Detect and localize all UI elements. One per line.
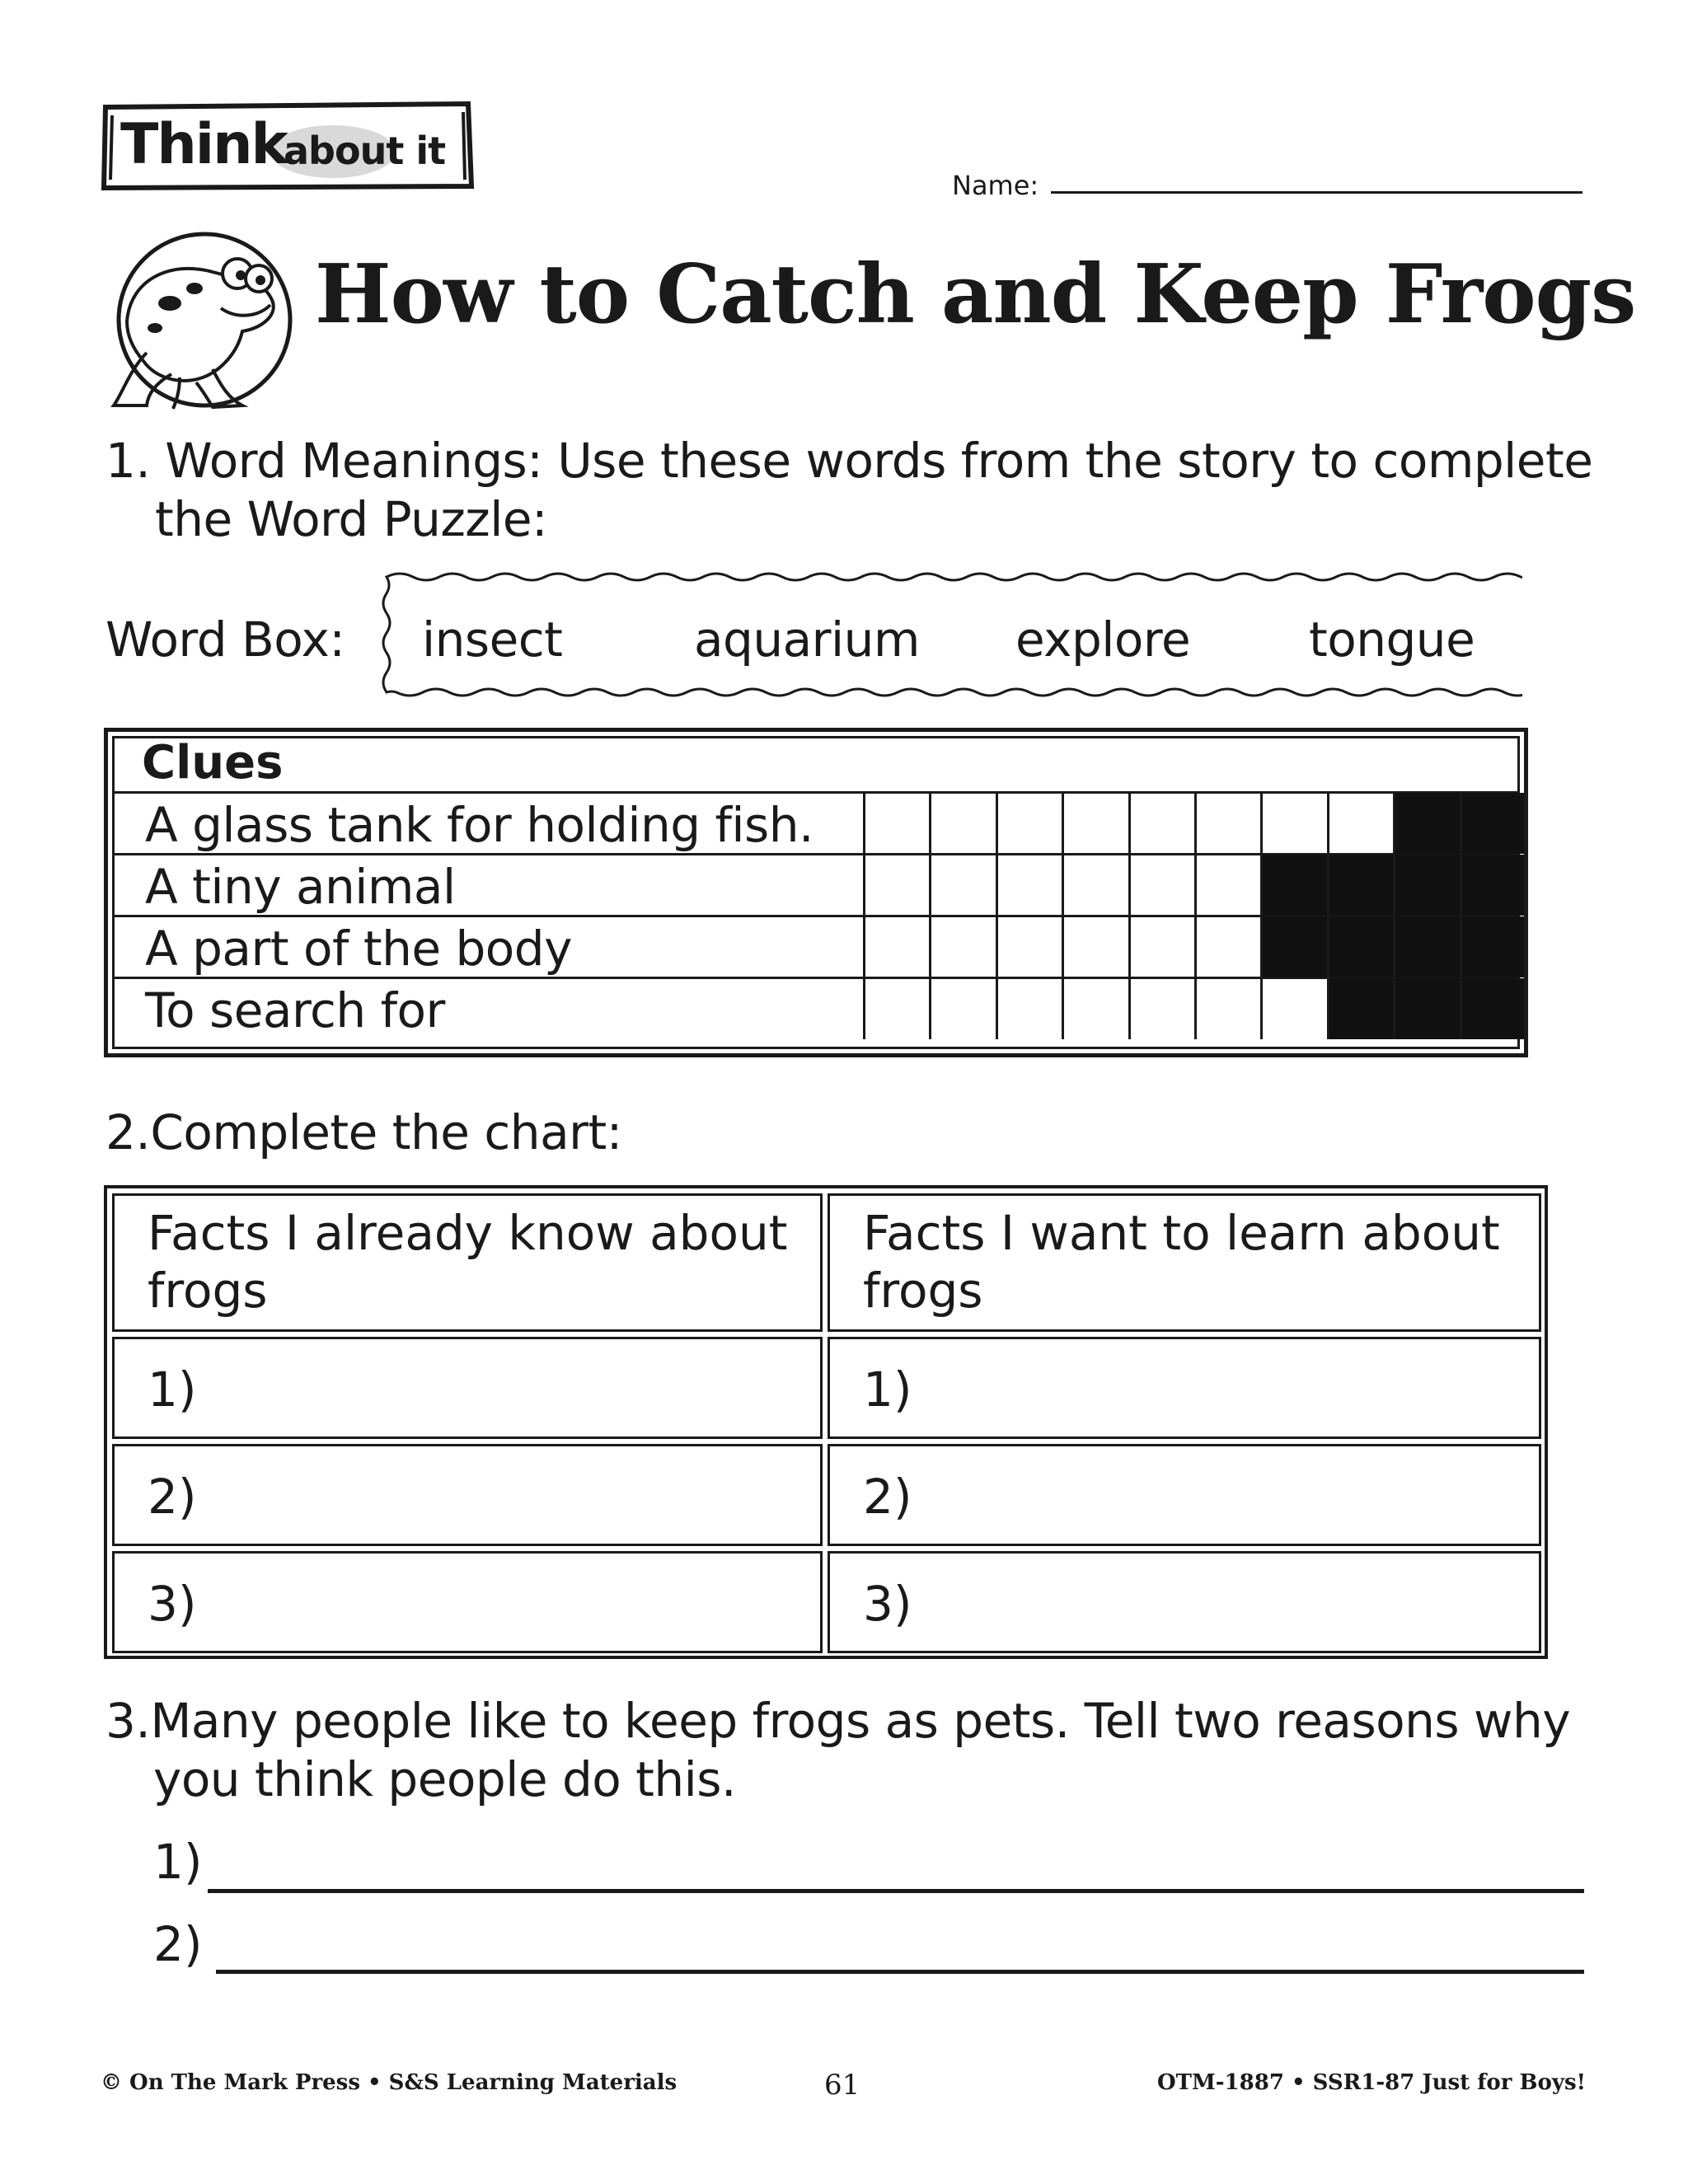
known-header-line-2: frogs (148, 1263, 268, 1319)
clue-1: A glass tank for holding fish. (145, 797, 814, 853)
puzzle-letter-cell[interactable] (1128, 793, 1194, 854)
word-insect: insect (422, 612, 563, 668)
learn-fact-1[interactable] (828, 1337, 1541, 1439)
puzzle-blocked-cell (1327, 855, 1393, 916)
name-label: Name: (952, 170, 1039, 201)
answer-1-line[interactable] (208, 1889, 1584, 1893)
puzzle-letter-cell[interactable] (996, 793, 1062, 854)
puzzle-letter-cell[interactable] (1194, 916, 1260, 977)
question-1-line-2: the Word Puzzle: (155, 491, 548, 547)
puzzle-letter-cell[interactable] (1128, 855, 1194, 916)
answer-2-line[interactable] (216, 1970, 1584, 1974)
puzzle-letter-cell[interactable] (996, 978, 1062, 1039)
puzzle-letter-cell[interactable] (1062, 855, 1128, 916)
puzzle-letter-cell[interactable] (1327, 793, 1393, 854)
known-header-line-1: Facts I already know about (148, 1205, 788, 1261)
puzzle-letter-cell[interactable] (863, 978, 929, 1039)
clue-4: To search for (145, 982, 445, 1038)
word-explore: explore (1015, 612, 1191, 668)
footer-copyright: © On The Mark Press • S&S Learning Materials (101, 2070, 678, 2095)
answer-1-label: 1) (153, 1834, 203, 1890)
puzzle-letter-cell[interactable] (1062, 978, 1128, 1039)
question-3-line-1: 3.Many people like to keep frogs as pets. Tell two reasons why (106, 1693, 1571, 1749)
frog-icon (97, 229, 295, 419)
name-field-line[interactable] (1051, 191, 1582, 194)
puzzle-letter-cell[interactable] (1194, 793, 1260, 854)
answer-2-label: 2) (153, 1916, 203, 1972)
clue-3: A part of the body (145, 921, 572, 977)
puzzle-letter-cell[interactable] (1062, 916, 1128, 977)
badge-think-text: Think (120, 112, 287, 177)
known-fact-1[interactable] (112, 1337, 823, 1439)
puzzle-letter-cell[interactable] (996, 916, 1062, 977)
puzzle-letter-cell[interactable] (1194, 978, 1260, 1039)
page-title: How to Catch and Keep Frogs (315, 247, 1636, 342)
puzzle-letter-cell[interactable] (1128, 978, 1194, 1039)
learn-fact-1-label: 1) (863, 1361, 912, 1418)
puzzle-letter-cell[interactable] (1260, 978, 1326, 1039)
known-fact-2-label: 2) (148, 1469, 197, 1525)
learn-fact-2[interactable] (828, 1444, 1541, 1546)
facts-chart (104, 1185, 1548, 1659)
learn-fact-3[interactable] (828, 1551, 1541, 1653)
known-fact-3[interactable] (112, 1551, 823, 1653)
puzzle-letter-cell[interactable] (1062, 793, 1128, 854)
puzzle-letter-cell[interactable] (929, 855, 995, 916)
puzzle-letter-cell[interactable] (863, 793, 929, 854)
clues-header: Clues (142, 736, 284, 790)
puzzle-blocked-cell (1460, 978, 1524, 1039)
known-fact-3-label: 3) (148, 1576, 197, 1632)
puzzle-letter-cell[interactable] (1260, 793, 1326, 854)
puzzle-letter-cell[interactable] (1194, 855, 1260, 916)
think-about-it-badge (101, 101, 475, 191)
puzzle-blocked-cell (1393, 978, 1459, 1039)
footer-series: OTM-1887 • SSR1-87 Just for Boys! (1156, 2070, 1586, 2095)
puzzle-blocked-cell (1327, 978, 1393, 1039)
learn-fact-3-label: 3) (863, 1576, 912, 1632)
question-3-line-2: you think people do this. (153, 1751, 736, 1807)
chart-header-known (112, 1193, 823, 1332)
puzzle-letter-cell[interactable] (863, 916, 929, 977)
word-box-label: Word Box: (106, 612, 345, 668)
known-fact-1-label: 1) (148, 1361, 197, 1418)
word-aquarium: aquarium (694, 612, 920, 668)
puzzle-letter-cell[interactable] (929, 978, 995, 1039)
word-tongue: tongue (1309, 612, 1475, 668)
puzzle-blocked-cell (1460, 793, 1524, 854)
puzzle-letter-cell[interactable] (863, 855, 929, 916)
page-number: 61 (824, 2069, 860, 2102)
puzzle-blocked-cell (1460, 855, 1524, 916)
badge-about-text: about it (284, 129, 446, 173)
puzzle-blocked-cell (1393, 855, 1459, 916)
puzzle-blocked-cell (1260, 855, 1326, 916)
puzzle-letter-cell[interactable] (929, 916, 995, 977)
puzzle-blocked-cell (1260, 916, 1326, 977)
puzzle-letter-cell[interactable] (929, 793, 995, 854)
chart-header-learn (828, 1193, 1541, 1332)
puzzle-letter-cell[interactable] (996, 855, 1062, 916)
puzzle-blocked-cell (1460, 916, 1524, 977)
question-2-label: 2.Complete the chart: (106, 1104, 622, 1160)
question-1-line-1: 1. Word Meanings: Use these words from the story to complete (106, 433, 1593, 489)
learn-fact-2-label: 2) (863, 1469, 912, 1525)
puzzle-blocked-cell (1327, 916, 1393, 977)
clue-2: A tiny animal (145, 859, 456, 915)
learn-header-line-2: frogs (863, 1263, 983, 1319)
puzzle-letter-cell[interactable] (1128, 916, 1194, 977)
learn-header-line-1: Facts I want to learn about (863, 1205, 1500, 1261)
puzzle-blocked-cell (1393, 916, 1459, 977)
puzzle-blocked-cell (1393, 793, 1459, 854)
known-fact-2[interactable] (112, 1444, 823, 1546)
